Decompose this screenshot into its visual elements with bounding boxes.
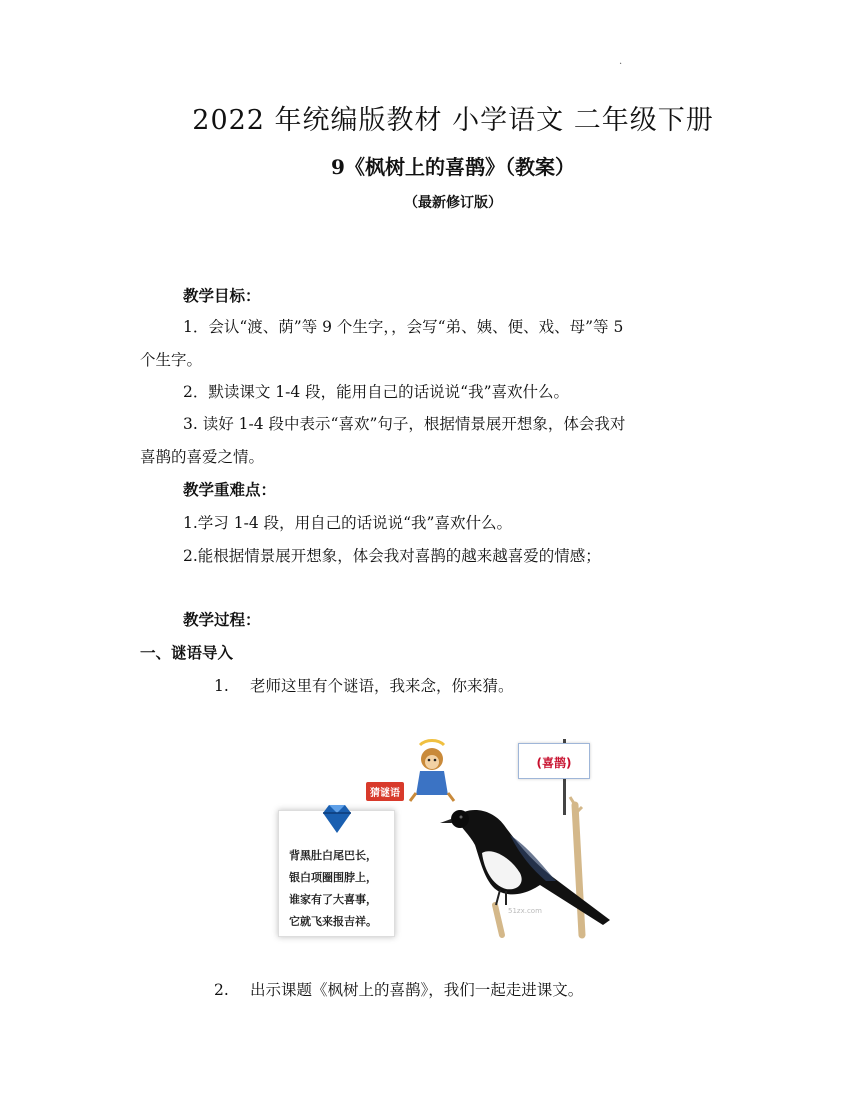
step-2-text: 出示课题《枫树上的喜鹊》，我们一起走进课文。 <box>250 981 584 999</box>
subtitle: （最新修订版） <box>404 195 502 211</box>
objective-3-line-1: 3. 读好 1-4 段中表示“喜欢”句子，根据情景展开想象，体会我对 <box>183 415 626 433</box>
header-dot: . <box>619 56 623 67</box>
lesson-title: 9《枫树上的喜鹊》（教案） <box>331 155 575 179</box>
diamond-icon <box>321 803 353 835</box>
perch <box>495 905 502 935</box>
magpie-beak <box>440 819 452 823</box>
objective-2: 2．默读课文 1-4 段，能用自己的话说说“我”喜欢什么。 <box>183 383 570 401</box>
step-1-number: 1. <box>214 677 229 695</box>
objective-1-line-2: 个生字。 <box>140 351 203 369</box>
riddle-line-4: 它就飞来报吉祥。 <box>289 915 377 928</box>
process-heading: 教学过程： <box>183 610 261 629</box>
objectives-heading: 教学目标： <box>183 286 261 305</box>
key-points-heading: 教学重难点： <box>183 480 277 499</box>
branch <box>575 805 582 935</box>
step-1-text: 老师这里有个谜语，我来念，你来猜。 <box>250 677 514 695</box>
step-2-number: 2. <box>214 981 229 999</box>
key-point-2: 2.能根据情景展开想象，体会我对喜鹊的越来越喜爱的情感； <box>183 547 601 565</box>
answer-sign-label: (喜鹊) <box>536 756 572 770</box>
section-1-heading: 一、谜语导入 <box>140 643 234 662</box>
riddle-line-1: 背黑肚白尾巴长， <box>289 849 377 862</box>
riddle-line-3: 谁家有了大喜事， <box>289 893 377 906</box>
document-title: 2022 年统编版教材 小学语文 二年级下册 <box>192 105 714 136</box>
riddle-card <box>278 810 395 937</box>
riddle-tag: 猜谜语 <box>366 782 404 801</box>
answer-sign <box>518 743 590 779</box>
riddle-illustration <box>270 735 620 940</box>
riddle-line-2: 银白项圈围脖上， <box>289 871 377 884</box>
objective-3-line-2: 喜鹊的喜爱之情。 <box>140 448 265 466</box>
objective-1-line-1: 1．会认“渡、荫”等 9 个生字，，会写“弟、姨、便、戏、母”等 5 <box>183 318 624 336</box>
monkey-cartoon <box>410 741 454 802</box>
key-point-1: 1.学习 1-4 段，用自己的话说说“我”喜欢什么。 <box>183 514 512 532</box>
watermark: 51zx.com <box>508 907 542 915</box>
